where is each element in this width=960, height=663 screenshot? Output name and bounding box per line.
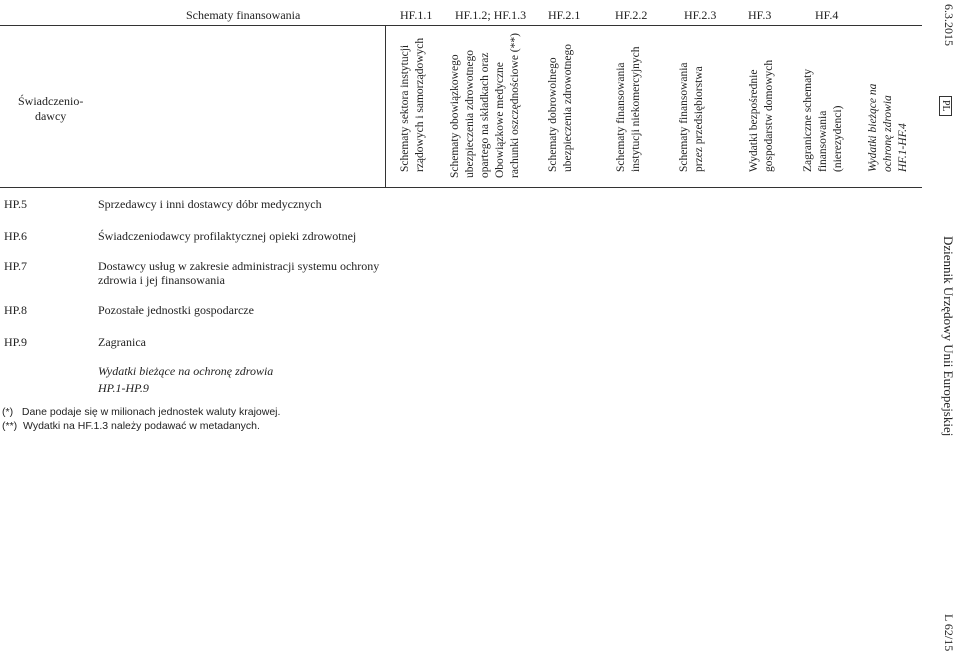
total-row-code: HP.1-HP.9 <box>98 381 149 395</box>
row-label-hp7: Dostawcy usług w zakresie administracji systemu ochrony zdrowia i jej finansowania <box>98 259 380 287</box>
row-code-hp6: HP.6 <box>4 229 28 243</box>
col-code-hf4: HF.4 <box>815 8 839 22</box>
col-header-compulsory: Schematy obowiązkowego ubezpieczenia zdrowotnego opartego na składkach oraz Obowiązkowe medyczne rachunki oszczędnościowe (**) <box>449 33 521 178</box>
col-header-households: Wydatki bezpośrednie gospodarstw domowych <box>748 59 775 172</box>
row-code-hp5: HP.5 <box>4 197 28 211</box>
row-code-hp8: HP.8 <box>4 303 28 317</box>
row-code-hp7: HP.7 <box>4 259 28 273</box>
col-header-total: Wydatki bieżące na ochronę zdrowia HF.1-HF.4 <box>867 83 909 172</box>
row-label-hp5: Sprzedawcy i inni dostawcy dóbr medycznych <box>98 197 322 211</box>
row-label-hp6: Świadczeniodawcy profilaktycznej opieki zdrowotnej <box>98 229 357 243</box>
row-label-hp9: Zagranica <box>98 335 146 349</box>
col-header-voluntary: Schematy dobrowolnego ubezpieczenia zdrowotnego <box>547 43 574 172</box>
col-code-hf22: HF.2.2 <box>615 8 648 22</box>
col-header-rest-of-world: Zagraniczne schematy finansowania (nierezydenci) <box>802 68 844 172</box>
col-header-npish: Schematy finansowania instytucji niekomercyjnych <box>615 46 642 172</box>
sidebar-date: 6.3.2015 <box>942 4 956 46</box>
sidebar-lang: PL <box>939 96 954 116</box>
col-header-government: Schematy sektora instytucji rządowych i samorządowych <box>399 37 426 172</box>
col-code-hf3: HF.3 <box>748 8 772 22</box>
footnote-2: (**) Wydatki na HF.1.3 należy podawać w metadanych. <box>2 420 260 432</box>
col-code-hf21: HF.2.1 <box>548 8 581 22</box>
row-label-hp8: Pozostałe jednostki gospodarcze <box>98 303 254 317</box>
col-code-hf11: HF.1.1 <box>400 8 433 22</box>
sidebar-page-number: L 62/15 <box>942 614 956 652</box>
col-header-enterprise: Schematy finansowania przez przedsiębiorstwa <box>678 62 705 172</box>
col-code-hf23: HF.2.3 <box>684 8 717 22</box>
total-row-label: Wydatki bieżące na ochronę zdrowia <box>98 364 274 378</box>
financing-schemes-label: Schematy finansowania <box>186 8 301 22</box>
footnote-1: (*) Dane podaje się w milionach jednostek waluty krajowej. <box>2 406 281 418</box>
sidebar-journal-title: Dziennik Urzędowy Unii Europejskiej <box>941 236 956 437</box>
row-code-hp9: HP.9 <box>4 335 28 349</box>
providers-label: Świadczenio- dawcy <box>18 94 84 123</box>
col-code-hf12: HF.1.2; HF.1.3 <box>455 8 527 22</box>
